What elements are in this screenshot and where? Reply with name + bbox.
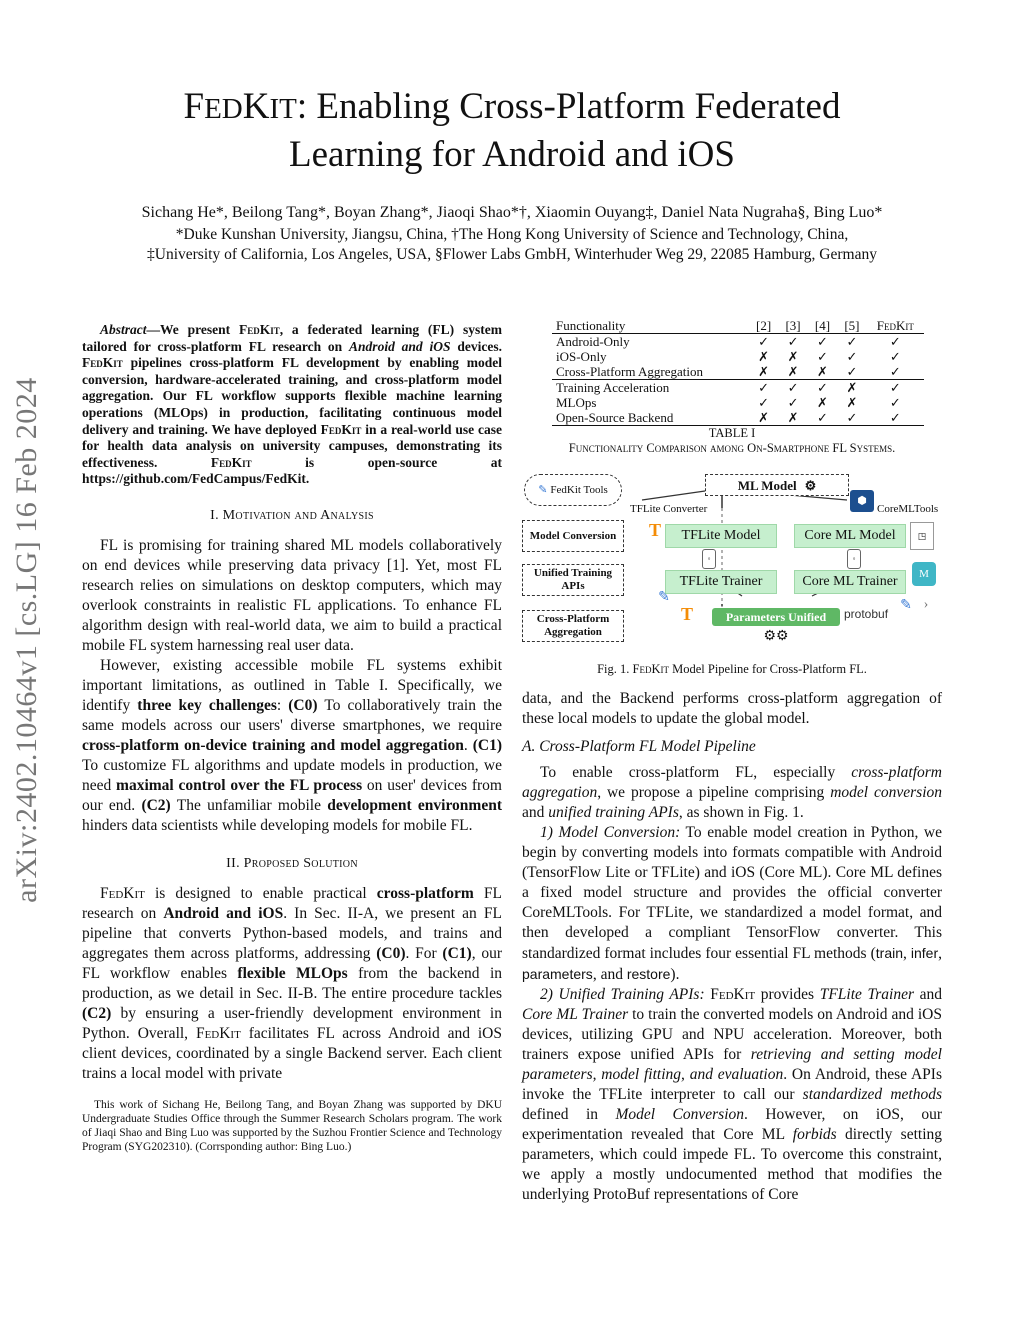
text-run: To enable cross-platform FL, especially bbox=[540, 764, 852, 781]
table-cell: ✓ bbox=[808, 380, 837, 396]
protobuf-label: protobuf bbox=[844, 607, 889, 621]
fedkit-name: FedKit bbox=[100, 884, 145, 902]
table-cell: ✗ bbox=[817, 364, 828, 379]
table-header: [5] bbox=[837, 318, 866, 334]
section2-paragraph1 bbox=[82, 884, 502, 1084]
text-run: flexible MLOps bbox=[237, 964, 348, 982]
method-name: parameters bbox=[522, 966, 593, 982]
text-run: Core ML Trainer bbox=[522, 1006, 629, 1023]
text-run: hinders data scientists while developing models for mobile FL. bbox=[82, 816, 473, 834]
author-list: Sichang He*, Beilong Tang*, Boyan Zhang*, Jiaoqi Shao*†, Xiaomin Ouyang‡, Daniel Nata Nugraha§, Bing Luo* bbox=[141, 204, 883, 221]
text-run: (C1) bbox=[472, 736, 503, 754]
text-run: . For bbox=[405, 944, 443, 962]
text-run: (C2) bbox=[141, 796, 171, 814]
text-run: retrieving and setting model parameters, model fitting, and evaluation bbox=[522, 1046, 942, 1083]
abstract bbox=[82, 322, 502, 488]
fig-caption-text: Model Pipeline for Cross-Platform FL. bbox=[669, 662, 867, 676]
fig-label: FedKit Tools bbox=[550, 483, 608, 496]
abstract-text: is open-source at https://github.com/FedCampus/FedKit. bbox=[82, 454, 502, 487]
left-column bbox=[82, 322, 502, 1154]
text-run: Android and iOS bbox=[163, 904, 284, 922]
affiliation-line1: *Duke Kunshan University, Jiangsu, China, †The Hong Kong University of Science and Technology, China, bbox=[175, 226, 849, 243]
text-run: TFLite Trainer bbox=[819, 986, 915, 1003]
table-cell: Training Acceleration bbox=[552, 380, 749, 396]
table-cell: ✗ bbox=[758, 364, 770, 379]
table-cell: ✓ bbox=[889, 364, 901, 379]
table-cell: ✓ bbox=[787, 395, 799, 410]
title-line2: Learning for Android and iOS bbox=[289, 134, 735, 175]
text-run: , and bbox=[592, 966, 627, 983]
text-run: to train the converted models on Android and iOS devices, utilizing GPU and NPU acceleration. Moreover, both trainers expose unified APIs for bbox=[522, 1006, 942, 1063]
core-ml-model-box: Core ML Model bbox=[794, 524, 906, 548]
text-run: on user' devices from our end. bbox=[82, 776, 502, 814]
wrench-icon: ✎ bbox=[900, 598, 912, 613]
text-run: and bbox=[914, 986, 943, 1003]
table-caption: Functionality Comparison among On-Smartphone FL Systems. bbox=[568, 441, 896, 455]
android-phone-icon: ◦ bbox=[702, 549, 716, 569]
cross-platform-agg-box: Cross-Platform Aggregation bbox=[522, 610, 624, 642]
text-run: FL research on bbox=[82, 884, 502, 922]
table-cell: ✓ bbox=[889, 349, 901, 364]
table-cell: ✗ bbox=[837, 380, 866, 396]
fedkit-tools-legend bbox=[524, 474, 622, 506]
core-ml-trainer-box: Core ML Trainer bbox=[794, 570, 906, 594]
gear-icon: ⚙ bbox=[804, 477, 817, 493]
title-name-it: IT bbox=[269, 93, 297, 125]
wrench-icon: ✎ bbox=[658, 590, 670, 605]
section-heading-1: I. Motivation and Analysis bbox=[210, 507, 374, 523]
table-cell: ✗ bbox=[787, 349, 799, 364]
table-cell: ✓ bbox=[889, 334, 901, 349]
table-cell: Open-Source Backend bbox=[552, 410, 749, 426]
text-run: , we propose a pipeline comprising bbox=[597, 784, 831, 801]
abstract-text: pipelines cross-platform FL development by enabling model conversion, hardware-accelerated training, and cross-platform model aggregation. Our FL workflow supports flexible machine learning operations (MLOps) in production, facilitating continuous model delivery and training. We have deployed bbox=[82, 355, 502, 437]
mlmodel-file-icon: ◳ bbox=[910, 522, 934, 550]
abstract-label: Abstract bbox=[100, 322, 147, 337]
section1-paragraph2 bbox=[82, 656, 502, 836]
subsection-heading-a: A. Cross-Platform FL Model Pipeline bbox=[522, 738, 756, 755]
text-run: To enable model creation in Python, we begin by converting models into formats compatible with Android (TensorFlow Lite or TFLite) and iOS (Core ML). Core ML defines a fixed model structure and provides the official converter CoreMLTools. For TFLite, we standardized a model format, and then developed a compliant TensorFlow converter. This standardized format includes four essential FL methods ( bbox=[522, 824, 943, 962]
gear-icon: ⚙⚙ bbox=[763, 629, 789, 644]
right-paragraphA bbox=[522, 763, 942, 823]
text-run: three key challenges bbox=[137, 696, 277, 714]
text-run: . On Android, these APIs invoke the TFLite interpreter to call our bbox=[522, 1066, 942, 1103]
fedkit-name: FedKit bbox=[195, 1024, 241, 1042]
table-cell: ✓ bbox=[837, 410, 866, 426]
table-cell: ✗ bbox=[778, 410, 807, 426]
section-heading-2: II. Proposed Solution bbox=[226, 855, 358, 871]
tflite-converter-label: TFLite Converter bbox=[630, 503, 708, 515]
funding-footnote: This work of Sichang He, Beilong Tang, and Boyan Zhang was supported by DKU Undergraduate Studies Office through the Summer Research Scholars program. The work of Jiaqi Shao and Bing Luo was supported by the Suzhou Frontier Science and Technology Program (SYG202310). (Corrsponding author: Bing Luo.) bbox=[82, 1098, 502, 1153]
text-run: maximal control over the FL process bbox=[116, 776, 363, 794]
arxiv-identifier: arXiv:2402.10464v1 [cs.LG] 16 Feb 2024 bbox=[10, 377, 43, 903]
table-cell: ✓ bbox=[846, 349, 858, 364]
abstract-platforms: Android and iOS bbox=[349, 338, 451, 354]
table-cell: ✓ bbox=[846, 364, 858, 379]
text-run: ). bbox=[670, 966, 680, 983]
table-cell: MLOps bbox=[556, 395, 597, 410]
table-cell: ✓ bbox=[808, 410, 837, 426]
chevron-right-icon: › bbox=[923, 597, 929, 612]
table-row bbox=[552, 395, 924, 410]
text-run: facilitates FL across Android and iOS client devices, coordinated by a single Backend server. Each client trains a local model with private bbox=[82, 1024, 502, 1082]
text-run: standardized methods bbox=[802, 1086, 942, 1103]
fedkit-name: FedKit bbox=[238, 322, 280, 337]
figure-caption bbox=[522, 659, 942, 679]
text-run: by ensuring a user-friendly development environment in Python. Overall, bbox=[82, 1004, 502, 1042]
text-run: cross-platform on-device training and model aggregation bbox=[82, 736, 464, 754]
parameters-unified-bar: Parameters Unified bbox=[712, 608, 840, 626]
method-name: train bbox=[875, 945, 903, 961]
section1-paragraph1: FL is promising for training shared ML models collaboratively on end devices while preserving data privacy [1]. Yet, most FL research relies on simulations on desktop computers, which may overlook constraints in realistic FL applications. To enhance FL algorithm design with real-world data, we aim to build a practical mobile FL system harnessing real user data. bbox=[82, 536, 502, 654]
text-run: cross-platform aggregation bbox=[522, 764, 942, 801]
table-row bbox=[552, 364, 924, 380]
abstract-text: devices. bbox=[450, 338, 502, 354]
table-cell: ✓ bbox=[758, 334, 770, 349]
table-cell: ✓ bbox=[846, 334, 858, 349]
method-name: restore bbox=[626, 966, 671, 982]
abstract-text: in a real-world use case for health data analysis on university campuses, demonstrating its effectiveness. bbox=[82, 421, 502, 470]
text-run: development environment bbox=[327, 796, 502, 814]
fedkit-name: FedKit bbox=[320, 421, 362, 437]
title-name-k: K bbox=[242, 86, 270, 127]
text-run: However, existing accessible mobile FL systems exhibit important limitations, as outlined in Table I. Specifically, we identify bbox=[82, 656, 502, 714]
table-cell: ✗ bbox=[846, 395, 858, 410]
model-conversion-box: Model Conversion bbox=[522, 520, 624, 552]
text-run: . However, on iOS, our experimentation revealed that Core ML bbox=[522, 1106, 942, 1143]
right-paragraph0: data, and the Backend performs cross-platform aggregation of these local models to update the global model. bbox=[522, 690, 942, 727]
abstract-text: , a federated learning (FL) system tailored for cross-platform FL research on bbox=[82, 322, 502, 354]
table-cell: Cross-Platform Aggregation bbox=[556, 364, 703, 379]
fig-label: ML Model bbox=[737, 477, 797, 493]
unified-training-box: Unified Training APIs bbox=[522, 564, 624, 596]
text-run: , bbox=[938, 945, 942, 962]
table-cell: ✓ bbox=[817, 349, 828, 364]
table-header: Functionality bbox=[552, 318, 749, 334]
text-run: (C2) bbox=[82, 1004, 112, 1022]
table-cell: ✓ bbox=[787, 334, 799, 349]
text-run: from the backend in production, as we detail in Sec. II-B. The entire procedure tackles bbox=[82, 964, 503, 1002]
fig-caption-prefix: Fig. 1. bbox=[597, 662, 633, 676]
affiliation-line2: ‡University of California, Los Angeles, USA, §Flower Labs GmbH, Winterhuder Weg 29, 22085 Hamburg, Germany bbox=[147, 246, 877, 263]
table-header-row bbox=[552, 318, 924, 334]
table-cell: ✗ bbox=[749, 410, 778, 426]
text-run: To customize FL algorithms and update models in production, we need bbox=[82, 756, 502, 794]
pipeline-figure bbox=[522, 474, 942, 649]
table-cell: ✓ bbox=[817, 334, 828, 349]
right-paragraph1 bbox=[522, 823, 942, 985]
tensorflow-icon: T bbox=[680, 604, 693, 624]
table-row bbox=[552, 380, 924, 396]
text-run: (C0) bbox=[288, 696, 318, 714]
text-run: Model Conversion bbox=[615, 1106, 745, 1123]
table-cell: ✓ bbox=[867, 380, 924, 396]
right-paragraph2 bbox=[522, 985, 942, 1205]
text-run: and bbox=[522, 804, 549, 821]
text-run: : bbox=[276, 696, 289, 714]
fedkit-name: FedKit bbox=[710, 986, 756, 1003]
table-header: [2] bbox=[749, 318, 778, 334]
text-run: (C1) bbox=[442, 944, 472, 962]
text-run: directly setting parameters, which could impede FL. To overcome this constraint, we apply a mostly undocumented method that modifies the underlying ProtoBuf representations of Core bbox=[522, 1126, 943, 1203]
fedkit-name: FedKit bbox=[210, 454, 252, 470]
iphone-icon: ◦ bbox=[847, 549, 861, 569]
table-cell: iOS-Only bbox=[556, 349, 607, 364]
text-run: is designed to enable practical bbox=[144, 884, 377, 902]
paragraph-head: 2) Unified Training APIs: bbox=[540, 986, 705, 1003]
text-run: (C0) bbox=[376, 944, 406, 962]
table-cell: ✓ bbox=[889, 395, 901, 410]
text-run: provides bbox=[755, 986, 820, 1003]
text-run: unified training APIs bbox=[548, 804, 679, 821]
tensorflow-icon: T bbox=[648, 520, 661, 540]
title-name-ed: ED bbox=[204, 93, 243, 125]
tflite-model-box: TFLite Model bbox=[665, 524, 777, 548]
fedkit-name: FedKit bbox=[82, 355, 123, 371]
text-run: . In Sec. II-A, we present an FL pipeline that converts Python-based models, and trains and aggregates them across platforms, addressing bbox=[82, 904, 502, 962]
text-run: model conversion bbox=[830, 784, 942, 801]
coremltools-icon: ⬢ bbox=[850, 490, 874, 512]
wrench-icon: ✎ bbox=[538, 483, 548, 496]
table-row bbox=[552, 334, 924, 350]
coremltools-label: CoreMLTools bbox=[877, 503, 939, 515]
table-label: TABLE I bbox=[708, 426, 756, 440]
table-header: [4] bbox=[808, 318, 837, 334]
text-run: , bbox=[903, 945, 911, 962]
table-cell: ✗ bbox=[787, 364, 799, 379]
right-column bbox=[522, 318, 942, 1205]
text-run: The unfamiliar mobile bbox=[170, 796, 328, 814]
text-run: defined in bbox=[522, 1106, 616, 1123]
table-cell: ✓ bbox=[778, 380, 807, 396]
text-run: To collaboratively train the same models across our users' diverse smartphones, we require bbox=[82, 696, 503, 734]
title-line1: : Enabling Cross-Platform Federated bbox=[296, 86, 841, 127]
text-run: , as shown in Fig. 1. bbox=[678, 804, 804, 821]
fedkit-name: FedKit bbox=[632, 662, 669, 676]
table-cell: ✗ bbox=[758, 349, 770, 364]
table-cell: ✓ bbox=[749, 380, 778, 396]
table-header: [3] bbox=[778, 318, 807, 334]
paper-title bbox=[90, 84, 934, 178]
table-row bbox=[552, 410, 924, 426]
text-run: cross-platform bbox=[376, 884, 474, 902]
table-cell: Android-Only bbox=[556, 334, 630, 349]
affiliations bbox=[60, 225, 964, 265]
tflite-trainer-box: TFLite Trainer bbox=[665, 570, 777, 594]
method-name: infer bbox=[910, 945, 939, 961]
ml-model-box bbox=[705, 474, 849, 496]
text-run: forbids bbox=[792, 1126, 837, 1143]
title-name-f: F bbox=[183, 86, 205, 127]
table-row bbox=[552, 349, 924, 364]
table-cell: ✗ bbox=[817, 395, 828, 410]
text-run: . bbox=[463, 736, 473, 754]
paragraph-head: 1) Model Conversion: bbox=[540, 824, 681, 841]
coreml-icon: M bbox=[912, 562, 936, 586]
text-run: , our FL workflow enables bbox=[82, 944, 502, 982]
table-cell: ✓ bbox=[867, 410, 924, 426]
functionality-table bbox=[552, 318, 924, 426]
table-header: FedKit bbox=[867, 318, 924, 334]
table-cell: ✓ bbox=[758, 395, 770, 410]
abstract-text: —We present bbox=[146, 322, 239, 337]
